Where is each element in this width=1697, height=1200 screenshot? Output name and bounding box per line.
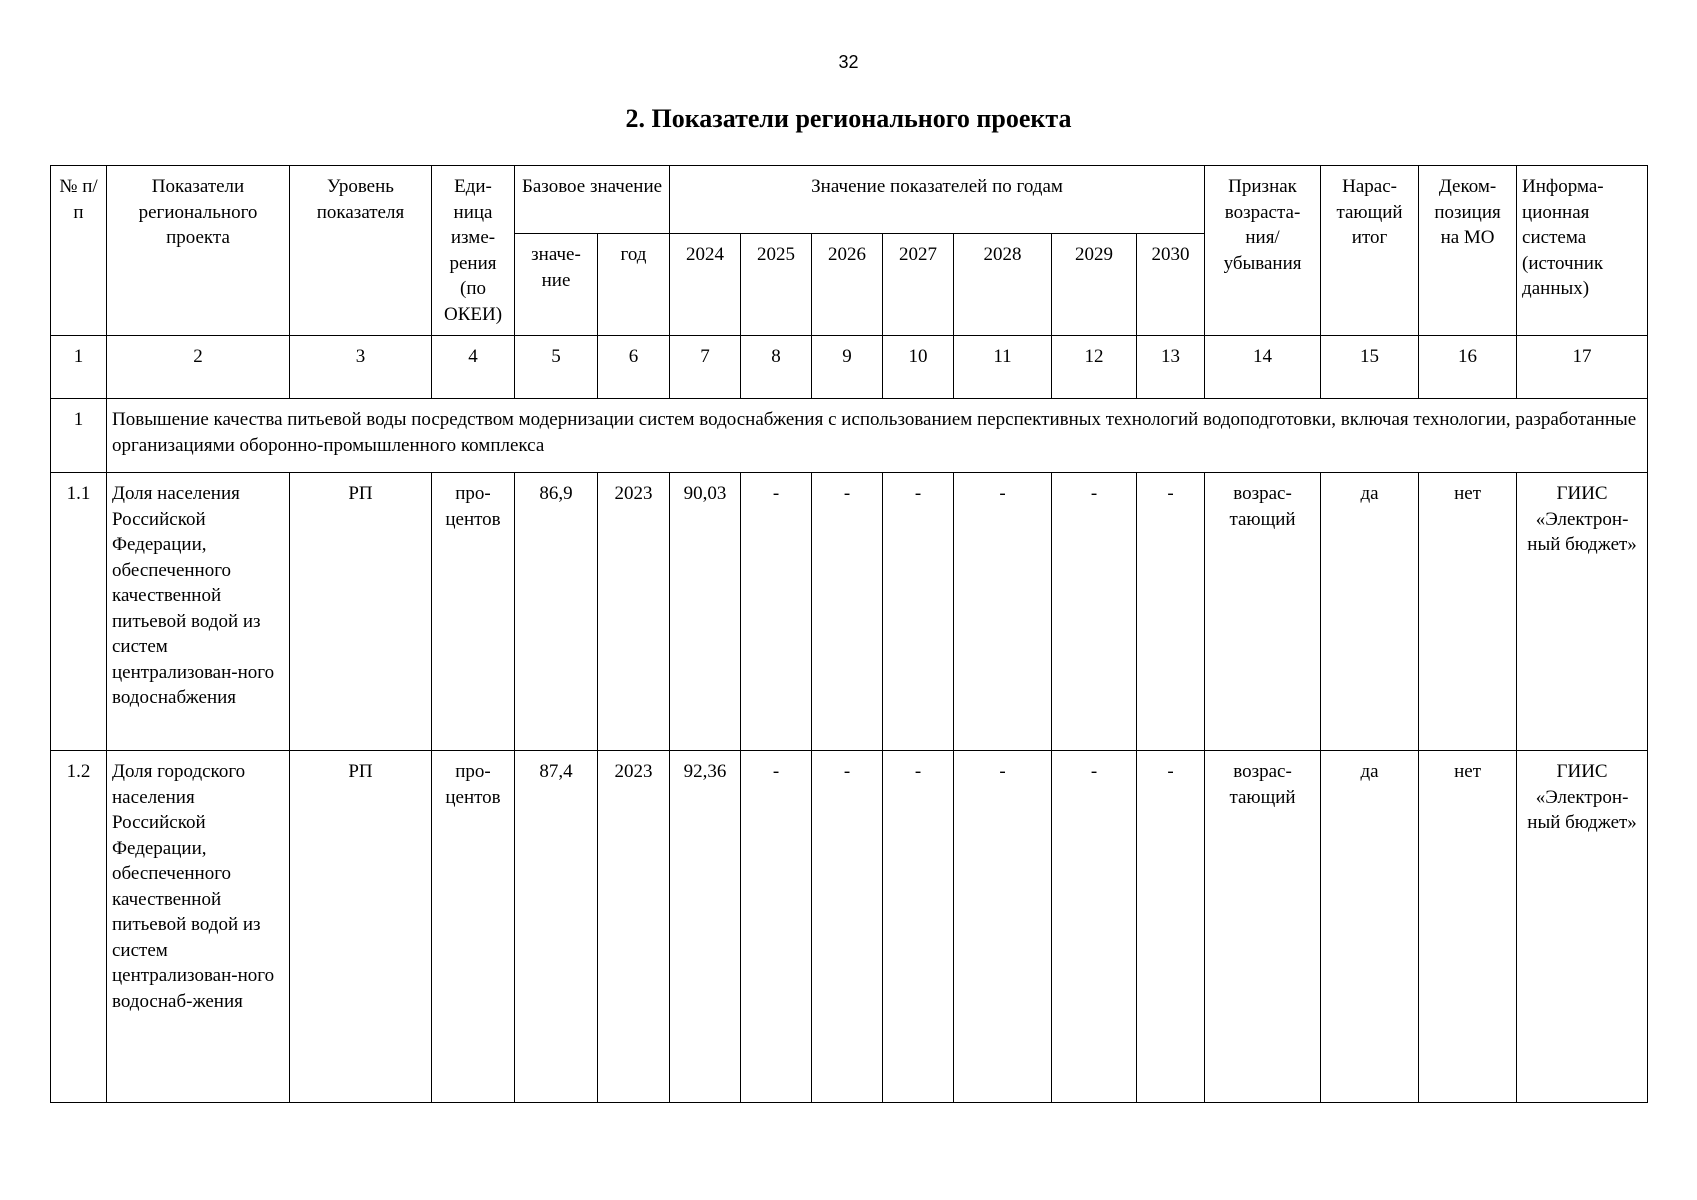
row-base-year: 2023: [598, 751, 670, 1103]
column-number: 15: [1321, 336, 1419, 399]
row-year-value: -: [1137, 751, 1205, 1103]
row-info-system: ГИИС «Электрон-ный бюджет»: [1517, 751, 1648, 1103]
column-number: 5: [515, 336, 598, 399]
header-unit: Еди-ница изме-рения (по ОКЕИ): [432, 166, 515, 336]
row-year-value: -: [954, 473, 1052, 751]
column-number: 12: [1052, 336, 1137, 399]
column-number: 7: [670, 336, 741, 399]
header-base-value: значе-ние: [515, 234, 598, 336]
row-year-value: -: [954, 751, 1052, 1103]
row-year-value: -: [883, 751, 954, 1103]
table-row: [51, 751, 1648, 1103]
header-row-top: [51, 166, 1648, 234]
indicators-table: [50, 165, 1648, 1103]
row-year-value: -: [1137, 473, 1205, 751]
row-indicator: Доля городского населения Российской Федерации, обеспеченного качественной питьевой водой из систем централизован-ного водоснаб-жения: [107, 751, 290, 1103]
row-decomposition: нет: [1419, 751, 1517, 1103]
column-number-row: [51, 336, 1648, 399]
table-row: [51, 473, 1648, 751]
header-year: 2025: [741, 234, 812, 336]
row-trend: возрас-тающий: [1205, 751, 1321, 1103]
row-year-value: 92,36: [670, 751, 741, 1103]
header-year: 2027: [883, 234, 954, 336]
row-base-year: 2023: [598, 473, 670, 751]
column-number: 8: [741, 336, 812, 399]
header-decomposition: Деком-позиция на МО: [1419, 166, 1517, 336]
header-num: № п/п: [51, 166, 107, 336]
row-year-value: -: [883, 473, 954, 751]
row-unit: про-центов: [432, 751, 515, 1103]
row-decomposition: нет: [1419, 473, 1517, 751]
row-year-value: -: [812, 751, 883, 1103]
row-year-value: -: [1052, 751, 1137, 1103]
row-info-system: ГИИС «Электрон-ный бюджет»: [1517, 473, 1648, 751]
row-year-value: -: [741, 751, 812, 1103]
row-year-value: -: [812, 473, 883, 751]
column-number: 17: [1517, 336, 1648, 399]
header-info-system: Информа-ционная система (источник данных): [1517, 166, 1648, 336]
header-year: 2030: [1137, 234, 1205, 336]
row-year-value: -: [741, 473, 812, 751]
header-year: 2029: [1052, 234, 1137, 336]
row-num: 1.2: [51, 751, 107, 1103]
row-level: РП: [290, 473, 432, 751]
column-number: 3: [290, 336, 432, 399]
row-base-value: 87,4: [515, 751, 598, 1103]
column-number: 9: [812, 336, 883, 399]
row-trend: возрас-тающий: [1205, 473, 1321, 751]
row-cumulative: да: [1321, 473, 1419, 751]
header-cumulative: Нарас-тающий итог: [1321, 166, 1419, 336]
header-base-year: год: [598, 234, 670, 336]
row-base-value: 86,9: [515, 473, 598, 751]
row-num: 1.1: [51, 473, 107, 751]
header-year: 2024: [670, 234, 741, 336]
header-indicator: Показатели регионального проекта: [107, 166, 290, 336]
row-indicator: Доля населения Российской Федерации, обеспеченного качественной питьевой водой из систем централизован-ного водоснабжения: [107, 473, 290, 751]
column-number: 13: [1137, 336, 1205, 399]
row-cumulative: да: [1321, 751, 1419, 1103]
column-number: 11: [954, 336, 1052, 399]
column-number: 14: [1205, 336, 1321, 399]
section-num: 1: [51, 399, 107, 473]
column-number: 10: [883, 336, 954, 399]
section-title: Повышение качества питьевой воды посредством модернизации систем водоснабжения с использованием перспективных технологий водоподготовки, включая технологии, разработанные организациями оборонно-промышленного комплекса: [107, 399, 1648, 473]
row-year-value: -: [1052, 473, 1137, 751]
column-number: 2: [107, 336, 290, 399]
column-number: 6: [598, 336, 670, 399]
row-unit: про-центов: [432, 473, 515, 751]
header-year: 2028: [954, 234, 1052, 336]
page-number: 32: [838, 52, 859, 72]
column-number: 1: [51, 336, 107, 399]
column-number: 16: [1419, 336, 1517, 399]
column-number: 4: [432, 336, 515, 399]
section-row: [51, 399, 1648, 473]
header-level: Уровень показателя: [290, 166, 432, 336]
header-years-group: Значение показателей по годам: [670, 166, 1205, 234]
header-trend: Признак возраста-ния/ убывания: [1205, 166, 1321, 336]
row-year-value: 90,03: [670, 473, 741, 751]
row-level: РП: [290, 751, 432, 1103]
header-base: Базовое значение: [515, 166, 670, 234]
header-year: 2026: [812, 234, 883, 336]
document-title: 2. Показатели регионального проекта: [625, 104, 1072, 133]
